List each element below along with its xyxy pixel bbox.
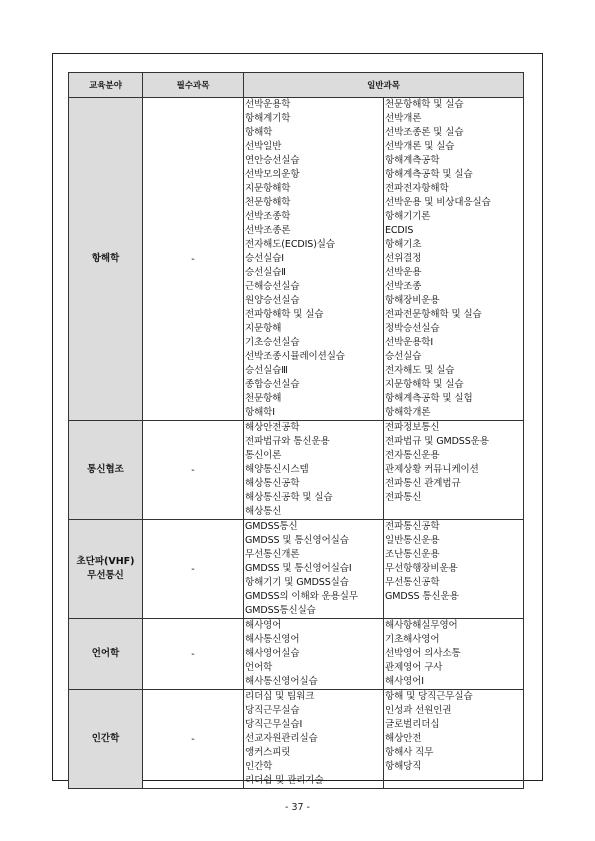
course-item: 리더십 및 팀워크 <box>245 691 315 702</box>
course-item: 전파통신 관계법규 <box>385 478 461 489</box>
course-item: 선박조종 <box>385 281 422 292</box>
course-item: 항해 및 당직근무실습 <box>385 691 473 702</box>
course-list-left <box>244 619 384 690</box>
course-list-right <box>384 520 524 619</box>
course-item: 인간학 <box>245 761 273 772</box>
course-item: 해상통신 <box>245 506 282 517</box>
course-item: 무선항행장비운용 <box>385 563 458 574</box>
course-item: 관제상황 커뮤니케이션 <box>385 464 479 475</box>
course-item: 승선실습Ⅰ <box>245 253 285 264</box>
table-row <box>69 421 524 520</box>
field-cell: 항해학 <box>69 98 143 421</box>
course-item: 항해사 직무 <box>385 747 434 758</box>
course-item: 인성과 선원인권 <box>385 705 452 716</box>
field-cell: 언어학 <box>69 619 143 690</box>
table-row <box>69 690 524 789</box>
course-item: 근해승선실습 <box>245 281 300 292</box>
course-item: 선박조종시뮬레이션실습 <box>245 351 345 362</box>
course-item: 해상통신공학 및 실습 <box>245 492 333 503</box>
course-item: 전파전자항해학 <box>385 183 449 194</box>
course-item: 지문항해학 및 실습 <box>385 379 464 390</box>
course-item: GMDSS통신 <box>245 521 298 532</box>
page-number: - 37 - <box>285 802 310 813</box>
course-item: 항해기기론 <box>385 211 431 222</box>
course-item: 정박승선실습 <box>385 323 440 334</box>
course-item: GMDSS 통신운용 <box>385 591 459 602</box>
required-cell: - <box>143 520 244 619</box>
course-list-left <box>244 98 384 421</box>
course-item: 승선실습Ⅱ <box>245 267 286 278</box>
course-item: 선박조종론 및 실습 <box>385 127 464 138</box>
course-item: 리더쉽 및 관리기술 <box>245 775 324 786</box>
course-list-right <box>384 619 524 690</box>
course-item: 선박모의운항 <box>245 169 300 180</box>
course-item: 선교자원관리실습 <box>245 733 318 744</box>
course-list-left <box>244 520 384 619</box>
course-item: 항해계기학 <box>245 113 291 124</box>
course-item: 항해기초 <box>385 239 422 250</box>
course-item: 승선실습 <box>385 351 422 362</box>
course-item: 천문항해학 <box>245 197 291 208</box>
course-item: 해사영어 <box>245 620 282 631</box>
course-item: 전파전문항해학 및 실습 <box>385 309 482 320</box>
course-item: 선박조종학 <box>245 211 291 222</box>
header-general: 일반과목 <box>244 73 524 98</box>
header-required: 필수과목 <box>143 73 244 98</box>
course-item: 전자해도 및 실습 <box>385 365 455 376</box>
course-item: 승선실습Ⅲ <box>245 365 288 376</box>
course-item: 해상안전 <box>385 733 422 744</box>
course-item: 선박일반 <box>245 141 282 152</box>
course-item: 해사영어실습 <box>245 648 300 659</box>
table-row <box>69 520 524 619</box>
course-item: 해사통신영어실습 <box>245 676 318 687</box>
course-item: 지문항해 <box>245 323 282 334</box>
course-item: 기초해사영어 <box>385 634 440 645</box>
course-item: 통신이론 <box>245 450 282 461</box>
course-item: 지문항해학 <box>245 183 291 194</box>
course-list-left <box>244 690 384 789</box>
required-cell: - <box>143 619 244 690</box>
course-item: 선박영어 의사소통 <box>385 648 461 659</box>
course-list-right <box>384 421 524 520</box>
course-item: 선위결정 <box>385 253 422 264</box>
course-item: 해상안전공학 <box>245 422 300 433</box>
course-item: 천문항해 <box>245 393 282 404</box>
required-cell: - <box>143 690 244 789</box>
course-item: 항해장비운용 <box>385 295 440 306</box>
course-item: 전파항해학 및 실습 <box>245 309 324 320</box>
course-item: 전자해도(ECDIS)실습 <box>245 239 335 250</box>
required-cell: - <box>143 421 244 520</box>
course-item: 선박운용 및 비상대응실습 <box>385 197 491 208</box>
required-cell: - <box>143 98 244 421</box>
course-list-right <box>384 98 524 421</box>
course-item: 전파통신 <box>385 492 422 503</box>
course-item: 항해계측공학 및 실습 <box>385 169 473 180</box>
course-item: 항해학Ⅰ <box>245 407 275 418</box>
course-item: 관제영어 구사 <box>385 662 443 673</box>
course-item: 항해계측공학 <box>385 155 440 166</box>
course-item: 앵커스피릿 <box>245 747 291 758</box>
course-item: ECDIS <box>385 225 414 236</box>
course-item: 연안승선실습 <box>245 155 300 166</box>
header-field: 교육분야 <box>69 73 143 98</box>
course-item: GMDSS 및 통신영어실습Ⅰ <box>245 563 352 574</box>
course-item: 전파법규 및 GMDSS운용 <box>385 436 489 447</box>
course-item: 해사통신영어 <box>245 634 300 645</box>
course-item: 선박운용학 <box>245 99 291 110</box>
course-item: 항해당직 <box>385 761 422 772</box>
course-item: 선박조종론 <box>245 225 291 236</box>
course-item: GMDSS 및 통신영어실습 <box>245 535 349 546</box>
course-item: 전파정보통신 <box>385 422 440 433</box>
field-cell: 인간학 <box>69 690 143 789</box>
course-item: 당직근무실습Ⅰ <box>245 719 303 730</box>
field-cell: 초단파(VHF) 무선통신 <box>69 520 143 619</box>
table-row <box>69 98 524 421</box>
course-item: 글로벌리더십 <box>385 719 440 730</box>
course-item: 언어학 <box>245 662 273 673</box>
course-item: 해사항해실무영어 <box>385 620 458 631</box>
course-item: 조난통신운용 <box>385 549 440 560</box>
course-item: 일반통신운용 <box>385 535 440 546</box>
course-item: 해사영어Ⅰ <box>385 676 425 687</box>
course-item: 당직근무실습 <box>245 705 300 716</box>
course-item: 종합승선실습 <box>245 379 300 390</box>
course-item: 선박운용학Ⅰ <box>385 337 434 348</box>
course-item: 선박운용 <box>385 267 422 278</box>
course-list-right <box>384 690 524 789</box>
table-row <box>69 619 524 690</box>
course-item: 원양승선실습 <box>245 295 300 306</box>
course-item: 천문항해학 및 실습 <box>385 99 464 110</box>
field-cell: 통신협조 <box>69 421 143 520</box>
course-list-left <box>244 421 384 520</box>
course-item: 기초승선실습 <box>245 337 300 348</box>
course-item: 선박개론 <box>385 113 422 124</box>
course-item: 항해계측공학 및 실험 <box>385 393 473 404</box>
course-item: 항해학 <box>245 127 273 138</box>
course-item: 전자통신운용 <box>385 450 440 461</box>
course-item: 무선통신공학 <box>385 577 440 588</box>
course-item: 항해기기 및 GMDSS실습 <box>245 577 349 588</box>
curriculum-table <box>68 72 524 789</box>
course-item: GMDSS의 이해와 운용실무 <box>245 591 358 602</box>
course-item: 전파법규와 통신운용 <box>245 436 330 447</box>
course-item: 항해학개론 <box>385 407 431 418</box>
course-item: 무선통신개론 <box>245 549 300 560</box>
course-item: 전파통신공학 <box>385 521 440 532</box>
table-header-row <box>69 73 524 98</box>
course-item: 해상통신공학 <box>245 478 300 489</box>
course-item: 해양통신시스템 <box>245 464 309 475</box>
course-item: 선박개론 및 실습 <box>385 141 455 152</box>
course-item: GMDSS통신실습 <box>245 605 316 616</box>
